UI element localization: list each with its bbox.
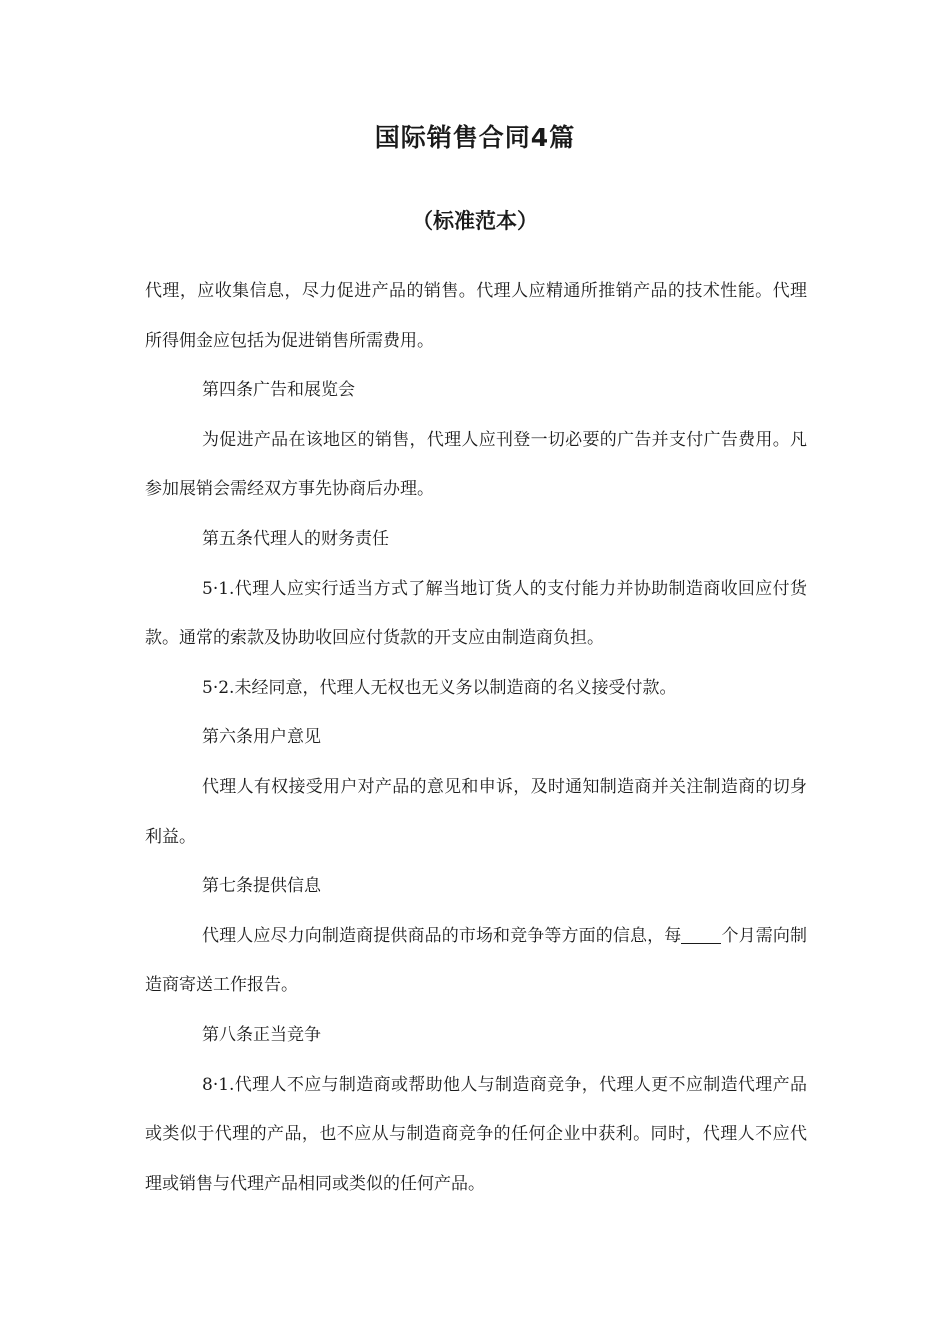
paragraph-with-blank — [145, 912, 807, 1011]
paragraph: 8·1.代理人不应与制造商或帮助他人与制造商竞争，代理人更不应制造代理产品或类似于代理的产品，也不应从与制造商竞争的任何企业中获利。同时，代理人不应代理或销售与代理产品相同或类似的任何产品。 — [145, 1074, 807, 1194]
paragraph: 5·1.代理人应实行适当方式了解当地订货人的支付能力并协助制造商收回应付货款。通常的索款及协助收回应付货款的开支应由制造商负担。 — [145, 578, 807, 649]
paragraph-text-before-blank: 代理人应尽力向制造商提供商品的市场和竞争等方面的信息，每 — [202, 925, 682, 946]
paragraph: 代理人有权接受用户对产品的意见和申诉，及时通知制造商并关注制造商的切身利益。 — [145, 776, 807, 847]
section-heading: 第七条提供信息 — [202, 876, 321, 897]
paragraph: 为促进产品在该地区的销售，代理人应刊登一切必要的广告并支付广告费用。凡参加展销会需经双方事先协商后办理。 — [145, 429, 807, 500]
paragraph: 代理，应收集信息，尽力促进产品的销售。代理人应精通所推销产品的技术性能。代理所得佣金应包括为促进销售所需费用。 — [145, 281, 807, 351]
section-heading: 第八条正当竞争 — [202, 1024, 321, 1045]
document-subtitle: （标准范本） — [412, 209, 538, 233]
section-heading: 第六条用户意见 — [202, 727, 321, 748]
paragraph-text-after-blank: 个月需向制造商寄送工作报告。 — [145, 925, 808, 996]
fill-in-blank — [681, 926, 721, 944]
section-heading: 第五条代理人的财务责任 — [202, 528, 389, 549]
document-title: 国际销售合同4篇 — [374, 123, 576, 152]
document-body — [145, 267, 807, 1209]
section-heading: 第四条广告和展览会 — [202, 380, 355, 401]
paragraph: 5·2.未经同意，代理人无权也无义务以制造商的名义接受付款。 — [202, 677, 677, 698]
